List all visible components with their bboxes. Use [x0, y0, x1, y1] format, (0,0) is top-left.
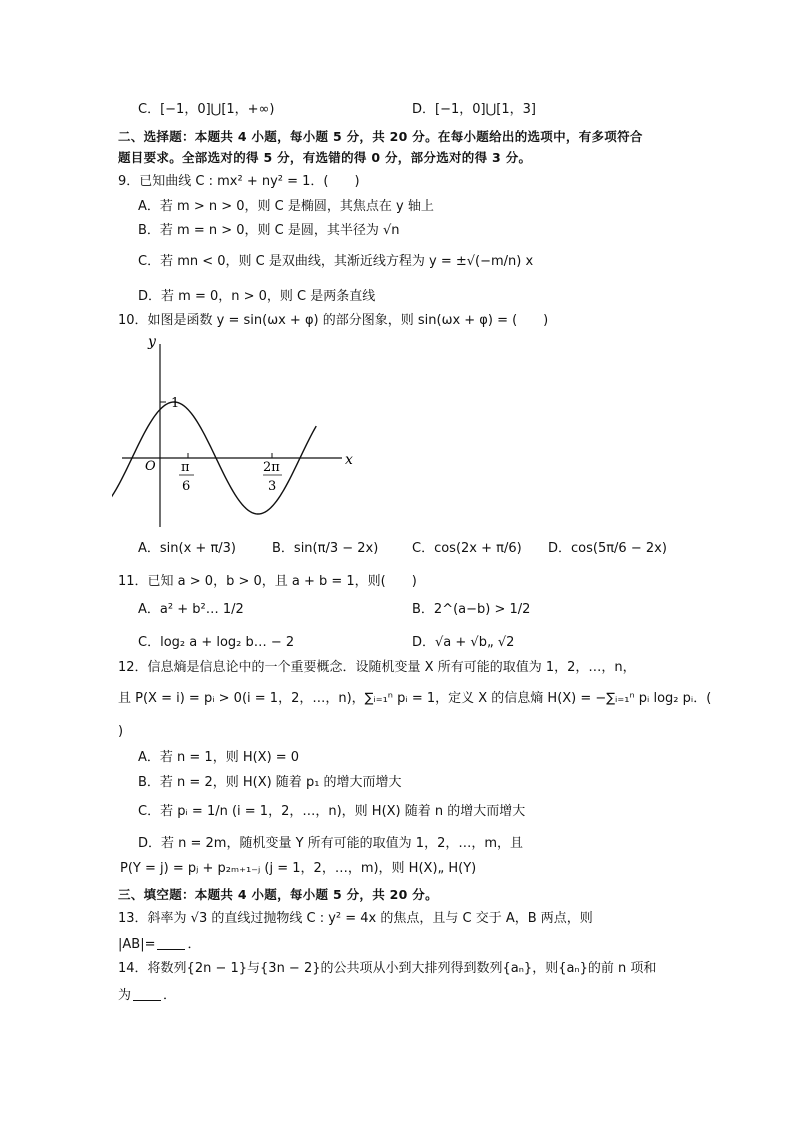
q9-option-d: D．若 m = 0，n > 0，则 C 是两条直线 [138, 289, 376, 304]
tick-label-pi-den: 6 [182, 479, 191, 494]
q10-sine-graph [112, 332, 362, 532]
q13-period: ． [187, 937, 201, 952]
section2-heading-line2: 题目要求。全部选对的得 5 分，有选错的得 0 分，部分选对的得 3 分。 [118, 150, 532, 165]
q9-option-c: C．若 mn < 0，则 C 是双曲线，其渐近线方程为 y = ±√(−m/n) x [138, 254, 534, 269]
y-axis-label: y [148, 334, 156, 350]
tick-label-1: 1 [171, 396, 180, 411]
q8-option-c: C．[−1，0]⋃[1，+∞) [138, 102, 275, 117]
q10-option-a: A．sin(x + π/3) [138, 541, 236, 556]
q12-option-d-line1: D．若 n = 2m，随机变量 Y 所有可能的取值为 1，2，…，m，且 [138, 836, 524, 851]
section2-heading-line1: 二、选择题：本题共 4 小题，每小题 5 分，共 20 分。在每小题给出的选项中，有多项符合 [118, 129, 643, 144]
q13-answer-blank[interactable] [157, 936, 185, 950]
q9-option-a: A．若 m > n > 0，则 C 是椭圆，其焦点在 y 轴上 [138, 199, 434, 214]
q14-period: ． [163, 988, 177, 1003]
q10-stem: 10．如图是函数 y = sin(ωx + φ) 的部分图象，则 sin(ωx + φ) = ( ) [118, 313, 549, 328]
q10-option-d: D．cos(5π/6 − 2x) [548, 541, 667, 556]
q14-line2 [118, 987, 176, 1005]
tick-label-2pi-den: 3 [268, 479, 277, 494]
origin-label: O [145, 459, 156, 474]
q11-option-c: C．log₂ a + log₂ b… − 2 [138, 635, 295, 650]
x-axis-label: x [345, 452, 353, 468]
q10-option-b: B．sin(π/3 − 2x) [272, 541, 379, 556]
q10-option-c: C．cos(2x + π/6) [412, 541, 522, 556]
q12-option-c: C．若 pᵢ = 1/n (i = 1，2，…，n)，则 H(X) 随着 n 的增大而增大 [138, 804, 526, 819]
q12-stem-line1: 12．信息熵是信息论中的一个重要概念．设随机变量 X 所有可能的取值为 1，2，…，n， [118, 660, 636, 675]
tick-label-pi-num: π [181, 460, 190, 475]
tick-label-2pi-num: 2π [263, 460, 280, 475]
q12-option-b: B．若 n = 2，则 H(X) 随着 p₁ 的增大而增大 [138, 775, 402, 790]
q9-option-b: B．若 m = n > 0，则 C 是圆，其半径为 √n [138, 223, 400, 238]
q12-option-a: A．若 n = 1，则 H(X) = 0 [138, 750, 300, 765]
q13-line1: 13．斜率为 √3 的直线过抛物线 C : y² = 4x 的焦点，且与 C 交于 A，B 两点，则 [118, 911, 593, 926]
q9-stem: 9．已知曲线 C : mx² + ny² = 1．( ) [118, 174, 360, 189]
q13-abs-ab: |AB|= [118, 937, 156, 952]
section3-heading: 三、填空题：本题共 4 小题，每小题 5 分，共 20 分。 [118, 887, 438, 902]
q11-option-b: B．2^(a−b) > 1/2 [412, 602, 531, 617]
q12-stem-line2: 且 P(X = i) = pᵢ > 0(i = 1，2，…，n)，∑ᵢ₌₁ⁿ pᵢ = 1，定义 X 的信息熵 H(X) = −∑ᵢ₌₁ⁿ pᵢ log₂ pᵢ．( [118, 691, 712, 706]
q11-option-a: A．a² + b²… 1/2 [138, 602, 244, 617]
q12-option-d-line2: P(Y = j) = pⱼ + p₂ₘ₊₁₋ⱼ (j = 1，2，…，m)，则 H(X)„ H(Y) [120, 861, 477, 876]
q14-line1: 14．将数列{2n − 1}与{3n − 2}的公共项从小到大排列得到数列{aₙ}，则{aₙ}的前 n 项和 [118, 961, 657, 976]
q13-line2 [118, 936, 200, 954]
q8-option-d: D．[−1，0]⋃[1，3] [412, 102, 536, 117]
q12-stem-line3: ) [118, 724, 124, 739]
q11-stem: 11．已知 a > 0，b > 0，且 a + b = 1，则( ) [118, 574, 417, 589]
q11-option-d: D．√a + √b„ √2 [412, 635, 515, 650]
q14-answer-blank[interactable] [133, 987, 161, 1001]
q14-wei: 为 [118, 988, 132, 1003]
